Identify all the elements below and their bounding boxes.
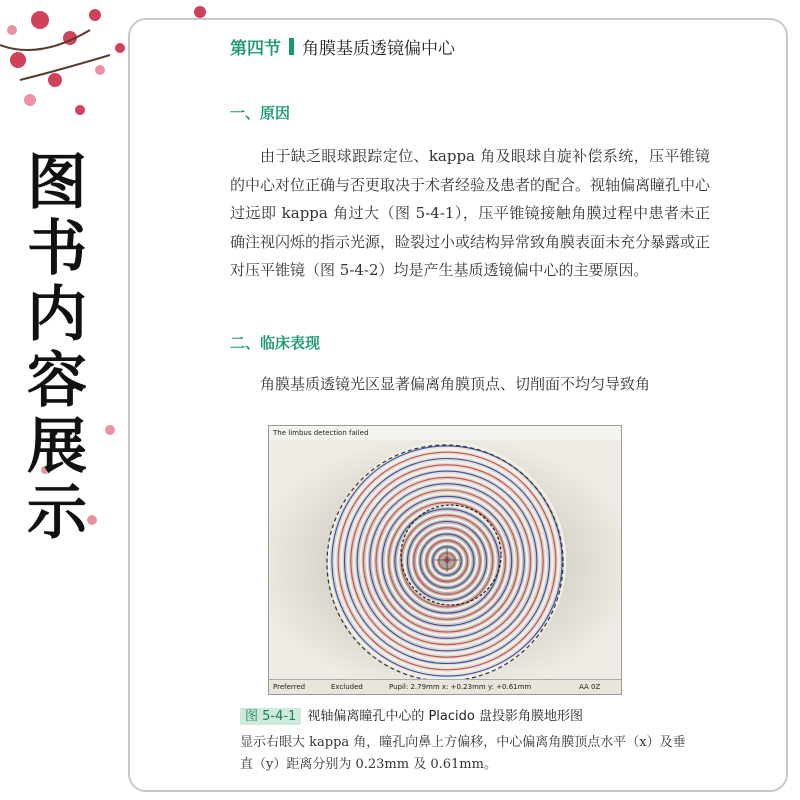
paragraph-clinical: 角膜基质透镜光区显著偏离角膜顶点、切削面不均匀导致角	[260, 375, 651, 393]
excluded-checkbox-label: Excluded	[331, 683, 363, 691]
preferred-checkbox-label: Preferred	[273, 683, 306, 691]
figure-caption-description: 显示右眼大 kappa 角，瞳孔向鼻上方偏移，中心偏离角膜顶点水平（x）及垂直（y）距离分别为 0.23mm 及 0.61mm。	[240, 735, 686, 772]
banner-char: 容	[27, 346, 87, 416]
figure-status-bar	[269, 679, 621, 694]
section-title: 角膜基质透镜偏中心	[302, 39, 455, 59]
figure-window-title: The limbus detection failed	[273, 429, 369, 437]
banner-char: 内	[27, 280, 87, 350]
topography-figure	[268, 425, 622, 695]
figure-caption-title: 视轴偏离瞳孔中心的 Placido 盘投影角膜地形图	[307, 709, 583, 724]
banner-char: 示	[27, 478, 87, 548]
figure-caption	[240, 705, 583, 724]
heading-clinical: 二、临床表现	[230, 334, 321, 352]
banner-char: 图	[27, 148, 87, 218]
side-banner	[22, 150, 92, 546]
figure-caption-label: 图 5-4-1	[240, 708, 301, 725]
placido-topography-image	[269, 440, 621, 680]
banner-char: 展	[27, 412, 87, 482]
section-divider	[289, 38, 294, 55]
heading-causes: 一、原因	[230, 104, 291, 122]
banner-char: 书	[27, 214, 87, 284]
section-number: 第四节	[230, 39, 281, 59]
book-page	[128, 18, 788, 792]
pupil-readout: Pupil: 2.79mm x: +0.23mm y: +0.61mm	[389, 683, 532, 691]
section-header	[230, 34, 455, 59]
status-code: AA 0Z	[579, 683, 601, 691]
paragraph-causes: 由于缺乏眼球跟踪定位、kappa 角及眼球自旋补偿系统，压平锥镜的中心对位正确与否更取决于术者经验及患者的配合。视轴偏离瞳孔中心过远即 kappa 角过大（图 5-4-1），压平锥镜接触角膜过程中患者未正确注视闪烁的指示光源，睑裂过小或结构异常致角膜表面未充分暴露或正对压平锥镜（图 5-4-2）均是产生基质透镜偏中心的主要原因。	[230, 147, 711, 279]
